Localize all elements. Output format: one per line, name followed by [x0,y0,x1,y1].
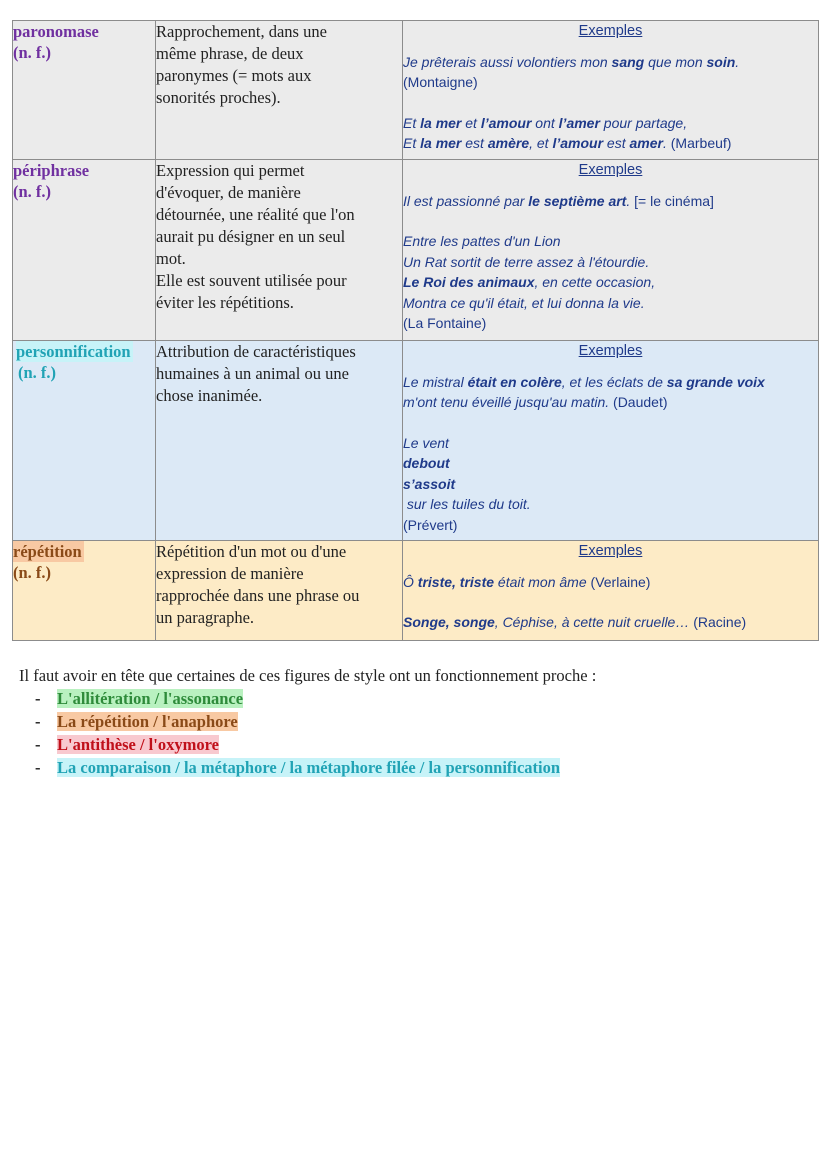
example-line: Songe, songe, Céphise, à cette nuit cruelle… (Racine) [403,614,747,630]
examples-cell [403,541,819,641]
example-line: Je prêterais aussi volontiers mon sang que mon soin. [403,53,740,70]
definition-line: chose inanimée. [156,386,263,405]
example-source: (Montaigne) [403,74,478,90]
examples-heading: Exemples [578,343,643,359]
poem-line: s’assoit [403,475,456,492]
definition-line: rapprochée dans une phrase ou [156,586,360,605]
term-pos: (n. f.) [18,363,57,382]
examples-heading: Exemples [578,23,643,39]
term-cell [13,541,156,641]
notes-intro: Il faut avoir en tête que certaines de ces figures de style ont un fonctionnement proche : [19,666,597,685]
example-source: (Verlaine) [586,573,651,590]
examples-cell [403,160,819,341]
definition-cell [156,341,403,541]
term-pos: (n. f.) [13,563,52,582]
term-cell [13,341,156,541]
note-repetition-anaphore: La répétition / l'anaphore [57,712,238,731]
example-line: Ô triste, triste était mon âme (Verlaine) [403,573,651,590]
poem-line: debout [403,455,450,471]
example-source: (Daudet) [609,394,668,410]
poem-line: Un Rat sortit de terre assez à l'étourdie. [403,253,650,270]
list-item: - L'antithèse / l'oxymore [35,735,219,754]
examples-cell [403,341,819,541]
definition-cell [156,160,403,341]
term-paronomase: paronomase [13,22,99,41]
term-personnification: personnification [16,342,131,361]
examples-heading: Exemples [578,543,643,559]
notes-list [19,687,596,779]
note-alliteration-assonance: L'allitération / l'assonance [57,689,244,708]
term-repetition: répétition [13,542,82,561]
definition-line: même phrase, de deux [156,44,304,63]
poem-line: sur les tuiles du toit. [403,496,531,512]
note-comparaison-metaphore: La comparaison / la métaphore / la métaphore filée / la personnification [57,758,561,777]
definition-line: détournée, une réalité que l'on [156,205,355,224]
examples-cell [403,21,819,160]
poem-line: Montra ce qu'il était, et lui donna la vie. [403,294,645,311]
list-item: - L'allitération / l'assonance [35,689,244,708]
definition-line: paronymes (= mots aux [156,66,312,85]
definition-line: sonorités proches). [156,88,281,107]
list-item: - La répétition / l'anaphore [35,712,238,731]
figures-table [12,20,819,641]
definition-line: expression de manière [156,564,304,583]
example-line: Et la mer et l’amour ont l’amer pour partage, [403,114,688,131]
table-row [13,160,819,341]
definition-line: mot. [156,249,186,268]
definition-line: éviter les répétitions. [156,293,294,312]
table-row [13,541,819,641]
definition-line: Attribution de caractéristiques [156,342,356,361]
example-source: (Marbeuf) [666,135,732,151]
poem-line: Le vent [403,434,449,451]
example-source: (Racine) [689,614,747,630]
notes-section [19,664,596,779]
example-line: m'ont tenu éveillé jusqu'au matin. (Daudet) [403,394,668,410]
list-item: - La comparaison / la métaphore / la métaphore filée / la personnification [35,758,561,777]
table-row [13,341,819,541]
definition-line: aurait pu désigner en un seul [156,227,346,246]
poem-line: Le Roi des animaux, en cette occasion, [403,274,656,290]
example-line: Le mistral était en colère, et les éclats de sa grande voix [403,373,765,390]
definition-line: Elle est souvent utilisée pour [156,271,347,290]
definition-line: Rapprochement, dans une [156,22,327,41]
example-source: (La Fontaine) [403,315,487,331]
definition-line: Répétition d'un mot ou d'une [156,542,347,561]
definition-line: humaines à un animal ou une [156,364,349,383]
example-line: Il est passionné par le septième art. [= le cinéma] [403,192,714,209]
table-row [13,21,819,160]
example-line: Et la mer est amère, et l’amour est amer. (Marbeuf) [403,135,732,151]
definition-cell [156,21,403,160]
definition-line: un paragraphe. [156,608,255,627]
term-cell [13,160,156,341]
poem-line: Entre les pattes d'un Lion [403,233,561,249]
definition-line: Expression qui permet [156,161,305,180]
term-periphrase: périphrase [13,161,90,180]
definition-line: d'évoquer, de manière [156,183,301,202]
note-antithese-oxymore: L'antithèse / l'oxymore [57,735,219,754]
example-source: (Prévert) [403,516,458,533]
term-pos: (n. f.) [13,43,52,62]
term-pos: (n. f.) [13,182,52,201]
examples-heading: Exemples [578,162,643,178]
term-cell [13,21,156,160]
definition-cell [156,541,403,641]
example-note: [= le cinéma] [630,192,714,209]
